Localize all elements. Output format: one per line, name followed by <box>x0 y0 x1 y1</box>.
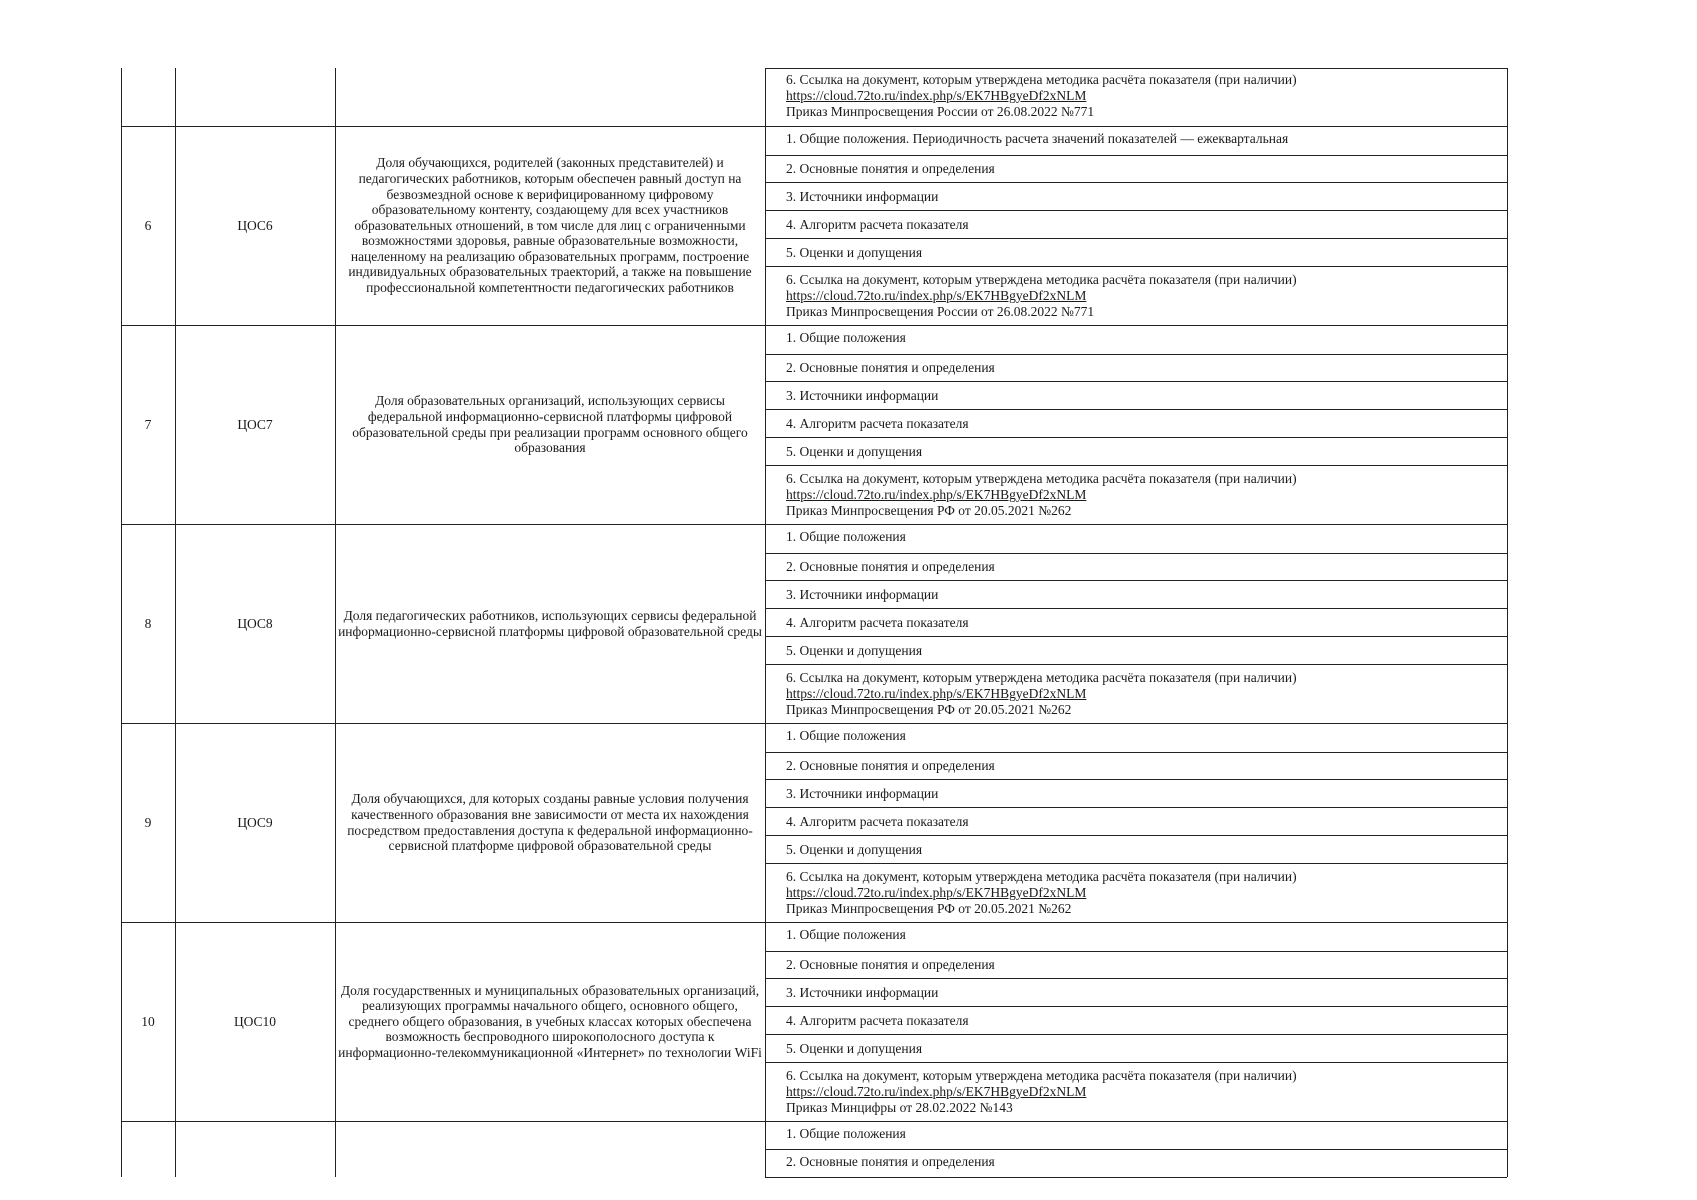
grid-line <box>765 553 1507 554</box>
grid-line <box>765 409 1507 410</box>
grid-line <box>121 723 1507 724</box>
indicator-description <box>338 524 762 723</box>
section-item: 3. Источники информации <box>786 786 939 801</box>
grid-line <box>765 664 1507 665</box>
section-item: 2. Основные понятия и определения <box>786 957 995 972</box>
section-item: 2. Основные понятия и определения <box>786 360 995 375</box>
grid-line <box>765 951 1507 952</box>
indicator-description <box>338 723 762 922</box>
section-link-title: 6. Ссылка на документ, которым утверждена методика расчёта показателя (при наличии) <box>786 272 1297 287</box>
section-item: 4. Алгоритм расчета показателя <box>786 1013 969 1028</box>
grid-line <box>335 68 336 1177</box>
section-item: 1. Общие положения <box>786 330 906 345</box>
methodology-link[interactable]: https://cloud.72to.ru/index.php/s/EK7HBgyeDf2xNLM <box>786 288 1087 303</box>
order-text: Приказ Минцифры от 28.02.2022 №143 <box>786 1100 1013 1115</box>
indicator-code: ЦОС7 <box>237 416 273 432</box>
row-number: 10 <box>141 1013 155 1029</box>
grid-line <box>765 437 1507 438</box>
section-item: 1. Общие положения. Периодичность расчета значений показателей — ежеквартальная <box>786 131 1289 146</box>
indicator-description <box>338 126 762 325</box>
grid-line <box>765 807 1507 808</box>
grid-line <box>765 863 1507 864</box>
row-number: 7 <box>144 416 152 432</box>
grid-line <box>765 210 1507 211</box>
grid-line <box>765 1062 1507 1063</box>
section-item: 4. Алгоритм расчета показателя <box>786 615 969 630</box>
indicator-description-text: Доля педагогических работников, использующих сервисы федеральной информационно-сервисной платформы цифровой образовательной среды <box>338 607 762 639</box>
section-item: 2. Основные понятия и определения <box>786 758 995 773</box>
row-number: 6 <box>144 217 152 233</box>
indicator-code: ЦОС8 <box>237 615 273 631</box>
indicator-code: ЦОС10 <box>234 1013 276 1029</box>
section-item: 2. Основные понятия и определения <box>786 559 995 574</box>
grid-line <box>121 126 1507 127</box>
section-link-title: 6. Ссылка на документ, которым утверждена методика расчёта показателя (при наличии) <box>786 471 1297 486</box>
section-general: 1. Общие положения <box>786 1126 906 1141</box>
section-item: 4. Алгоритм расчета показателя <box>786 217 969 232</box>
grid-line <box>765 752 1507 753</box>
section-item: 3. Источники информации <box>786 985 939 1000</box>
indicator-description <box>338 325 762 524</box>
grid-line <box>121 68 122 1177</box>
section-item: 4. Алгоритм расчета показателя <box>786 814 969 829</box>
order-text: Приказ Минпросвещения России от 26.08.2022 №771 <box>786 104 1095 119</box>
grid-line <box>765 1006 1507 1007</box>
grid-line <box>121 922 1507 923</box>
section-item: 1. Общие положения <box>786 927 906 942</box>
indicator-description-text: Доля обучающихся, для которых созданы равные условия получения качественного образования вне зависимости от места их нахождения посредством предоставления доступа к федеральной информационно-сервисной платформе цифровой образовательной среды <box>347 791 753 854</box>
grid-line <box>765 835 1507 836</box>
grid-line <box>765 68 766 1177</box>
indicator-description-text: Доля обучающихся, родителей (законных представителей) и педагогических работников, которым обеспечен равный доступ на безвозмездной основе к верифицированному цифровому образовательному контенту, создающему для всех участников образовательных отношений, в том числе для лиц с ограниченными возможностями здоровья, равные образовательные возможности, нацеленному на реализацию образовательных программ, построение индивидуальных образовательных траекторий, а также на повышение профессиональной компетентности педагогических работников <box>348 155 752 296</box>
grid-line <box>765 1177 1507 1178</box>
section-item: 5. Оценки и допущения <box>786 245 923 260</box>
grid-line <box>765 354 1507 355</box>
grid-line <box>765 155 1507 156</box>
methodology-link[interactable]: https://cloud.72to.ru/index.php/s/EK7HBgyeDf2xNLM <box>786 487 1087 502</box>
section-item: 5. Оценки и допущения <box>786 444 923 459</box>
indicator-code: ЦОС9 <box>237 814 273 830</box>
indicator-description-text: Доля государственных и муниципальных образовательных организаций, реализующих программы начального общего, основного общего, среднего общего образования, в учебных классах которых обеспечена возможность беспроводного широкополосного доступа к информационно-телекоммуникационной «Интернет» по технологии WiFi <box>338 982 762 1060</box>
methodology-link[interactable]: https://cloud.72to.ru/index.php/s/EK7HBgyeDf2xNLM <box>786 885 1087 900</box>
grid-line <box>765 182 1507 183</box>
order-text: Приказ Минпросвещения России от 26.08.2022 №771 <box>786 304 1095 319</box>
order-text: Приказ Минпросвещения РФ от 20.05.2021 №262 <box>786 901 1072 916</box>
section-item: 2. Основные понятия и определения <box>786 161 995 176</box>
section-item: 3. Источники информации <box>786 587 939 602</box>
grid-line <box>121 1121 1507 1122</box>
grid-line <box>765 608 1507 609</box>
methodology-link[interactable]: https://cloud.72to.ru/index.php/s/EK7HBgyeDf2xNLM <box>786 686 1087 701</box>
grid-line <box>765 779 1507 780</box>
grid-line <box>765 266 1507 267</box>
grid-line <box>765 1034 1507 1035</box>
section-item: 5. Оценки и допущения <box>786 1041 923 1056</box>
methodology-link[interactable]: https://cloud.72to.ru/index.php/s/EK7HBgyeDf2xNLM <box>786 88 1087 103</box>
grid-line <box>765 978 1507 979</box>
grid-line <box>175 68 176 1177</box>
grid-line <box>1507 68 1508 1177</box>
section-link-title: 6. Ссылка на документ, которым утверждена методика расчёта показателя (при наличии) <box>786 1068 1297 1083</box>
section-item: 4. Алгоритм расчета показателя <box>786 416 969 431</box>
section-definitions: 2. Основные понятия и определения <box>786 1154 995 1169</box>
section-item: 1. Общие положения <box>786 529 906 544</box>
section-link-title: 6. Ссылка на документ, которым утверждена методика расчёта показателя (при наличии) <box>786 72 1297 87</box>
grid-line <box>765 238 1507 239</box>
order-text: Приказ Минпросвещения РФ от 20.05.2021 №262 <box>786 503 1072 518</box>
section-link-title: 6. Ссылка на документ, которым утверждена методика расчёта показателя (при наличии) <box>786 670 1297 685</box>
row-number: 8 <box>144 615 152 631</box>
indicator-description-text: Доля образовательных организаций, использующих сервисы федеральной информационно-сервисной платформы цифровой образовательной среды при реализации программ основного общего образования <box>352 393 748 456</box>
grid-line <box>765 580 1507 581</box>
grid-line <box>765 1149 1507 1150</box>
indicator-description <box>338 922 762 1121</box>
grid-line <box>765 68 1507 69</box>
section-item: 3. Источники информации <box>786 189 939 204</box>
section-item: 1. Общие положения <box>786 728 906 743</box>
grid-line <box>765 465 1507 466</box>
grid-line <box>121 524 1507 525</box>
row-number: 9 <box>144 814 152 830</box>
indicator-code: ЦОС6 <box>237 217 273 233</box>
section-link-title: 6. Ссылка на документ, которым утверждена методика расчёта показателя (при наличии) <box>786 869 1297 884</box>
order-text: Приказ Минпросвещения РФ от 20.05.2021 №262 <box>786 702 1072 717</box>
grid-line <box>765 636 1507 637</box>
section-item: 5. Оценки и допущения <box>786 643 923 658</box>
section-item: 5. Оценки и допущения <box>786 842 923 857</box>
grid-line <box>765 381 1507 382</box>
grid-line <box>121 325 1507 326</box>
section-item: 3. Источники информации <box>786 388 939 403</box>
methodology-link[interactable]: https://cloud.72to.ru/index.php/s/EK7HBgyeDf2xNLM <box>786 1084 1087 1099</box>
